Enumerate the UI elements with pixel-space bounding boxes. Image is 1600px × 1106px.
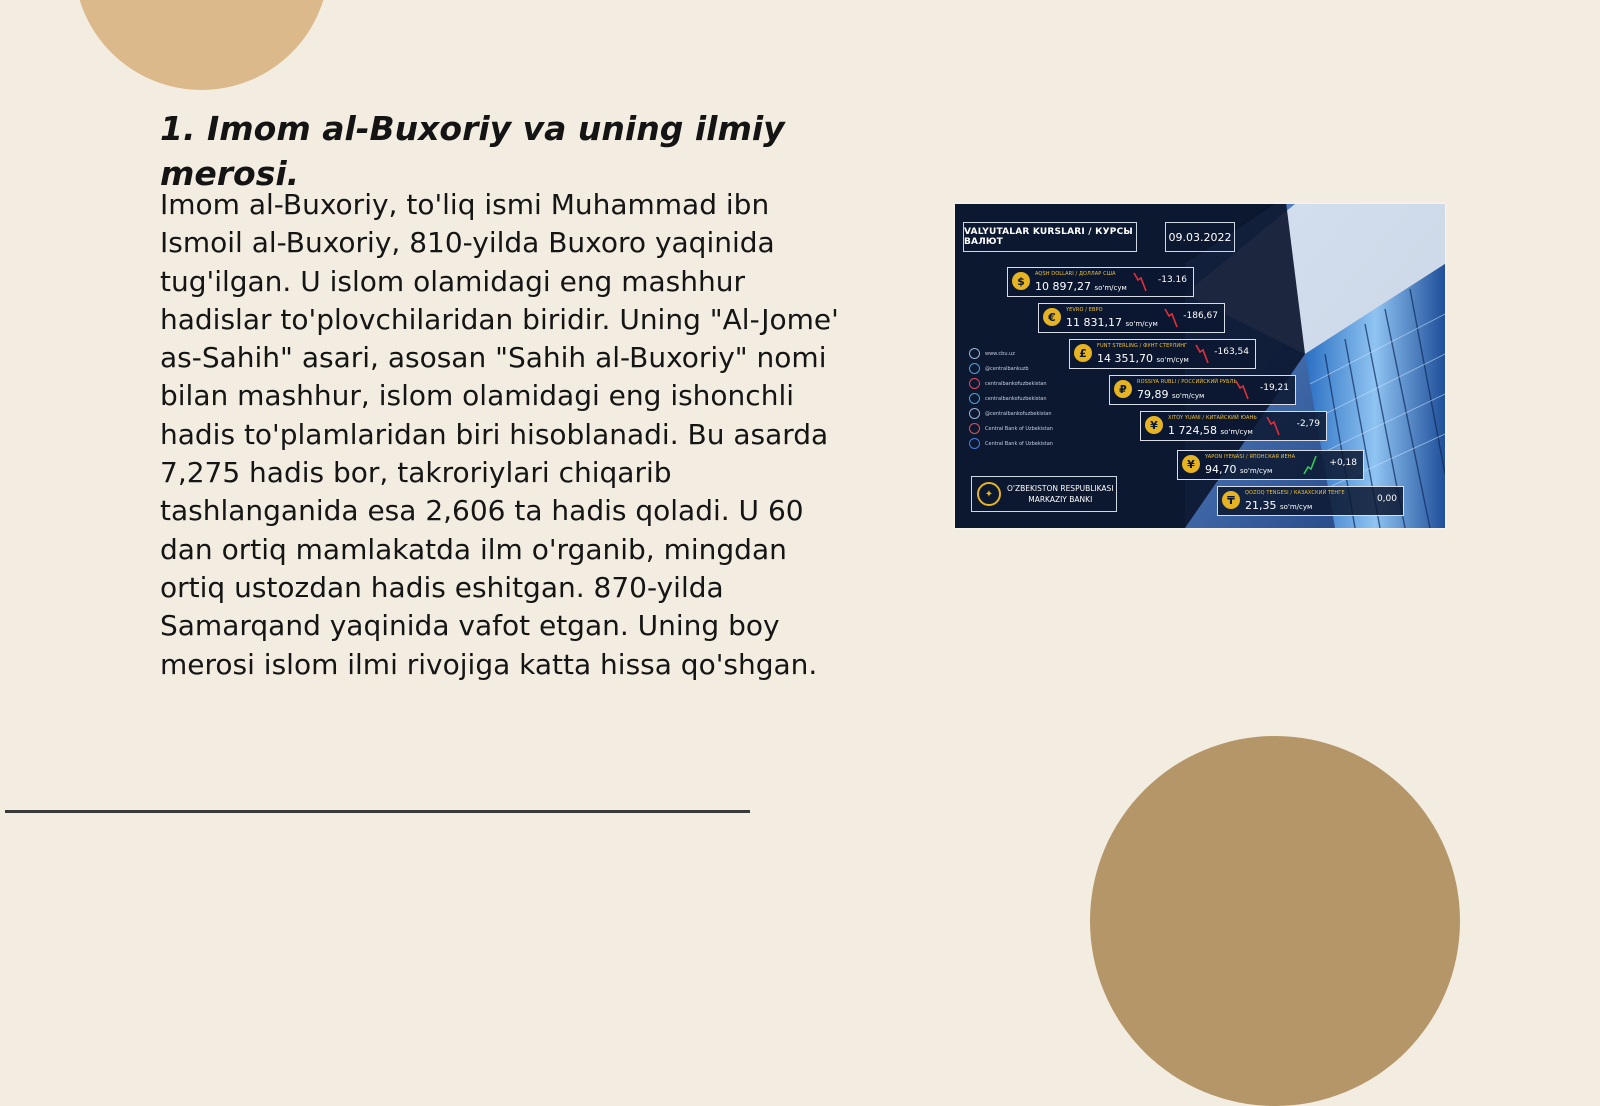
decorative-circle-bottom [1090, 736, 1460, 1106]
currency-value: 1 724,58 [1168, 424, 1217, 437]
currency-name: YEVRO / ЕВРО [1066, 307, 1103, 313]
social-network-icon [969, 348, 980, 359]
social-link-item [969, 346, 1053, 361]
social-link-text: @centralbankofuzbekistan [985, 410, 1052, 417]
currency-value: 11 831,17 [1066, 316, 1122, 329]
trend-down-icon [1164, 307, 1178, 329]
infographic-date: 09.03.2022 [1165, 222, 1235, 252]
trend-down-icon [1195, 343, 1209, 365]
currency-name: YAPON IYENASI / ЯПОНСКАЯ ИЕНА [1205, 454, 1296, 460]
social-network-icon [969, 408, 980, 419]
social-network-icon [969, 378, 980, 389]
currency-unit: so'm/сум [1125, 320, 1158, 328]
slide-title: 1. Imom al-Buxoriy va uning ilmiy merosi. [160, 109, 785, 193]
currency-row [1109, 375, 1296, 405]
currency-rates-infographic [955, 204, 1445, 528]
currency-row [1038, 303, 1225, 333]
currency-coin-icon: ₸ [1222, 491, 1240, 509]
social-link-item [969, 436, 1053, 451]
social-link-text: Central Bank of Uzbekistan [985, 425, 1053, 432]
infographic-title: VALYUTALAR KURSLARI / КУРСЫ ВАЛЮТ [963, 222, 1137, 252]
horizontal-divider [5, 810, 750, 813]
social-link-text: @centralbankuzb [985, 365, 1029, 372]
currency-change: +0,18 [1329, 458, 1357, 468]
currency-unit: so'm/сум [1156, 356, 1189, 364]
social-network-icon [969, 363, 980, 374]
currency-value: 10 897,27 [1035, 280, 1091, 293]
social-links-list [969, 346, 1053, 451]
currency-coin-icon: ¥ [1182, 455, 1200, 473]
social-link-text: www.cbu.uz [985, 350, 1015, 357]
currency-name: ROSSIYA RUBLI / РОССИЙСКИЙ РУБЛЬ [1137, 379, 1238, 385]
currency-name: AQSH DOLLARI / ДОЛЛАР США [1035, 271, 1116, 277]
social-network-icon [969, 438, 980, 449]
social-link-item [969, 421, 1053, 436]
currency-row [1177, 450, 1364, 480]
social-link-item [969, 361, 1053, 376]
currency-unit: so'm/сум [1172, 392, 1205, 400]
currency-name: FUNT STERLING / ФУНТ СТЕРЛИНГ [1097, 343, 1188, 349]
currency-change: -2,79 [1296, 419, 1320, 429]
currency-change: -163,54 [1214, 347, 1249, 357]
currency-unit: so'm/сум [1220, 428, 1253, 436]
trend-flat-icon [1343, 490, 1357, 512]
currency-change: -13.16 [1157, 275, 1187, 285]
currency-name: XITOY YUANI / КИТАЙСКИЙ ЮАНЬ [1168, 415, 1257, 421]
currency-coin-icon: € [1043, 308, 1061, 326]
trend-up-icon [1303, 454, 1317, 476]
currency-value: 79,89 [1137, 388, 1169, 401]
central-bank-emblem-icon: ✦ [977, 482, 1001, 506]
currency-value: 14 351,70 [1097, 352, 1153, 365]
social-network-icon [969, 423, 980, 434]
currency-change: -19,21 [1259, 383, 1289, 393]
social-link-text: centralbankofuzbekistan [985, 380, 1047, 387]
currency-value: 21,35 [1245, 499, 1277, 512]
currency-row [1140, 411, 1327, 441]
social-link-text: centralbankofuzbekistan [985, 395, 1047, 402]
currency-name: QOZOQ TENGESI / КАЗАХСКИЙ ТЕНГЕ [1245, 490, 1345, 496]
currency-value: 94,70 [1205, 463, 1237, 476]
currency-coin-icon: ¥ [1145, 416, 1163, 434]
currency-row [1069, 339, 1256, 369]
social-link-text: Central Bank of Uzbekistan [985, 440, 1053, 447]
central-bank-logo [971, 476, 1117, 512]
currency-change: -186,67 [1183, 311, 1218, 321]
currency-unit: so'm/сум [1094, 284, 1127, 292]
slide-body-text: Imom al-Buxoriy, to'liq ismi Muhammad ibn Ismoil al-Buxoriy, 810-yilda Buxoro yaqinida tug'ilgan. U islom olamidagi eng mashhur hadislar to'plovchilaridan biridir. Uning "Al-Jome' as-Sahih" asari, asosan "Sahih al-Buxoriy" nomi bilan mashhur, islom olamidagi eng ishonchli hadis to'plamlaridan biri hisoblanadi. Bu asarda 7,275 hadis bor, takroriylari chiqarib tashlanganida esa 2,606 ta hadis qoladi. U 60 dan ortiq mamlakatda ilm o'rganib, mingdan ortiq ustozdan hadis eshitgan. 870-yilda Samarqand yaqinida vafot etgan. Uning boy merosi islom ilmi rivojiga katta hissa qo'shgan. [160, 188, 839, 681]
currency-unit: so'm/сум [1240, 467, 1273, 475]
bank-name-line1: O'ZBEKISTON RESPUBLIKASI [1007, 484, 1114, 493]
social-network-icon [969, 393, 980, 404]
trend-down-icon [1266, 415, 1280, 437]
social-link-item [969, 406, 1053, 421]
currency-coin-icon: $ [1012, 272, 1030, 290]
currency-coin-icon: £ [1074, 344, 1092, 362]
currency-row [1007, 267, 1194, 297]
currency-row [1217, 486, 1404, 516]
trend-down-icon [1133, 271, 1147, 293]
currency-coin-icon: ₽ [1114, 380, 1132, 398]
decorative-circle-top [74, 0, 329, 90]
currency-change: 0,00 [1376, 494, 1397, 504]
trend-down-icon [1235, 379, 1249, 401]
currency-unit: so'm/сум [1280, 503, 1313, 511]
social-link-item [969, 376, 1053, 391]
social-link-item [969, 391, 1053, 406]
bank-name-line2: MARKAZIY BANKI [1028, 495, 1093, 504]
